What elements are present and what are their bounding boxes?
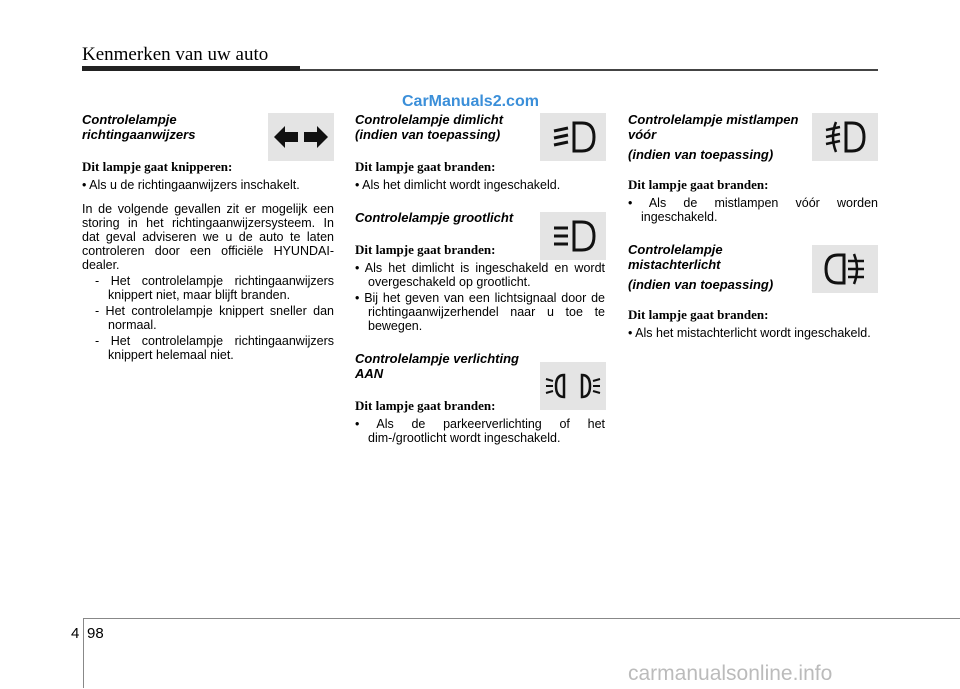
section-title: Controlelampje mistachterlicht (628, 242, 723, 272)
front-fog-icon (812, 113, 878, 161)
section-subhead: Dit lampje gaat knipperen: (82, 159, 233, 174)
dash-item: - Het controlelampje richtingaanwijzers knippert niet, maar blijft branden. (95, 274, 334, 302)
footer-divider-vertical (83, 618, 84, 688)
page-header-title: Kenmerken van uw auto (82, 44, 269, 65)
page-number: 98 (87, 625, 104, 642)
high-beam-icon (540, 212, 606, 260)
dash-item: - Het controlelampje knippert sneller dan normaal. (95, 304, 334, 332)
watermark-bottom: carmanualsonline.info (628, 662, 833, 685)
section-title: Controlelampje grootlicht (355, 210, 514, 225)
section-subhead: Dit lampje gaat branden: (355, 242, 496, 257)
section-title-note: AAN (355, 366, 384, 381)
footer-divider-horizontal (84, 618, 960, 619)
low-beam-icon (540, 113, 606, 161)
section-subhead: Dit lampje gaat branden: (355, 398, 496, 413)
rear-fog-icon (812, 245, 878, 293)
section-title-note: (indien van toepassing) (628, 147, 774, 162)
bullet-item: • Als het dimlicht wordt ingeschakeld. (355, 178, 561, 192)
header-bar-dark (82, 66, 300, 71)
bullet-item: • Als u de richtingaanwijzers inschakelt. (82, 178, 300, 192)
position-lamp-icon (540, 362, 606, 410)
bullet-item: • Als het dimlicht is ingeschakeld en wordt overgeschakeld op grootlicht. (355, 261, 605, 289)
section-title: Controlelampje mistlampen vóór (628, 112, 799, 142)
bullet-item: • Als het mistachterlicht wordt ingeschakeld. (628, 326, 871, 340)
section-title: Controlelampje verlichting (355, 351, 519, 366)
section-title: Controlelampje richtingaanwijzers (82, 112, 196, 142)
section-title-note: (indien van toepassing) (628, 277, 774, 292)
section-subhead: Dit lampje gaat branden: (355, 159, 496, 174)
paragraph: In de volgende gevallen zit er mogelijk een storing in het richtingaanwijzersysteem. In dat geval adviseren we u de auto te laten controleren door een officiële HYUNDAI-dealer. (82, 202, 334, 272)
header-bar-light (300, 69, 878, 71)
section-title-note: (indien van toepassing) (355, 127, 501, 142)
watermark-top: CarManuals2.com (402, 93, 539, 110)
bullet-item: • Bij het geven van een lichtsignaal door de richtingaanwijzerhendel naar u toe te bewegen. (355, 291, 605, 333)
chapter-number: 4 (71, 625, 80, 642)
section-subhead: Dit lampje gaat branden: (628, 307, 769, 322)
section-subhead: Dit lampje gaat branden: (628, 177, 769, 192)
bullet-item: • Als de parkeerverlichting of het dim-/grootlicht wordt ingeschakeld. (355, 417, 605, 445)
dash-item: - Het controlelampje richtingaanwijzers knippert helemaal niet. (95, 334, 334, 362)
bullet-item: • Als de mistlampen vóór worden ingeschakeld. (628, 196, 878, 224)
turn-signal-icon (268, 113, 334, 161)
section-title: Controlelampje dimlicht (355, 112, 504, 127)
